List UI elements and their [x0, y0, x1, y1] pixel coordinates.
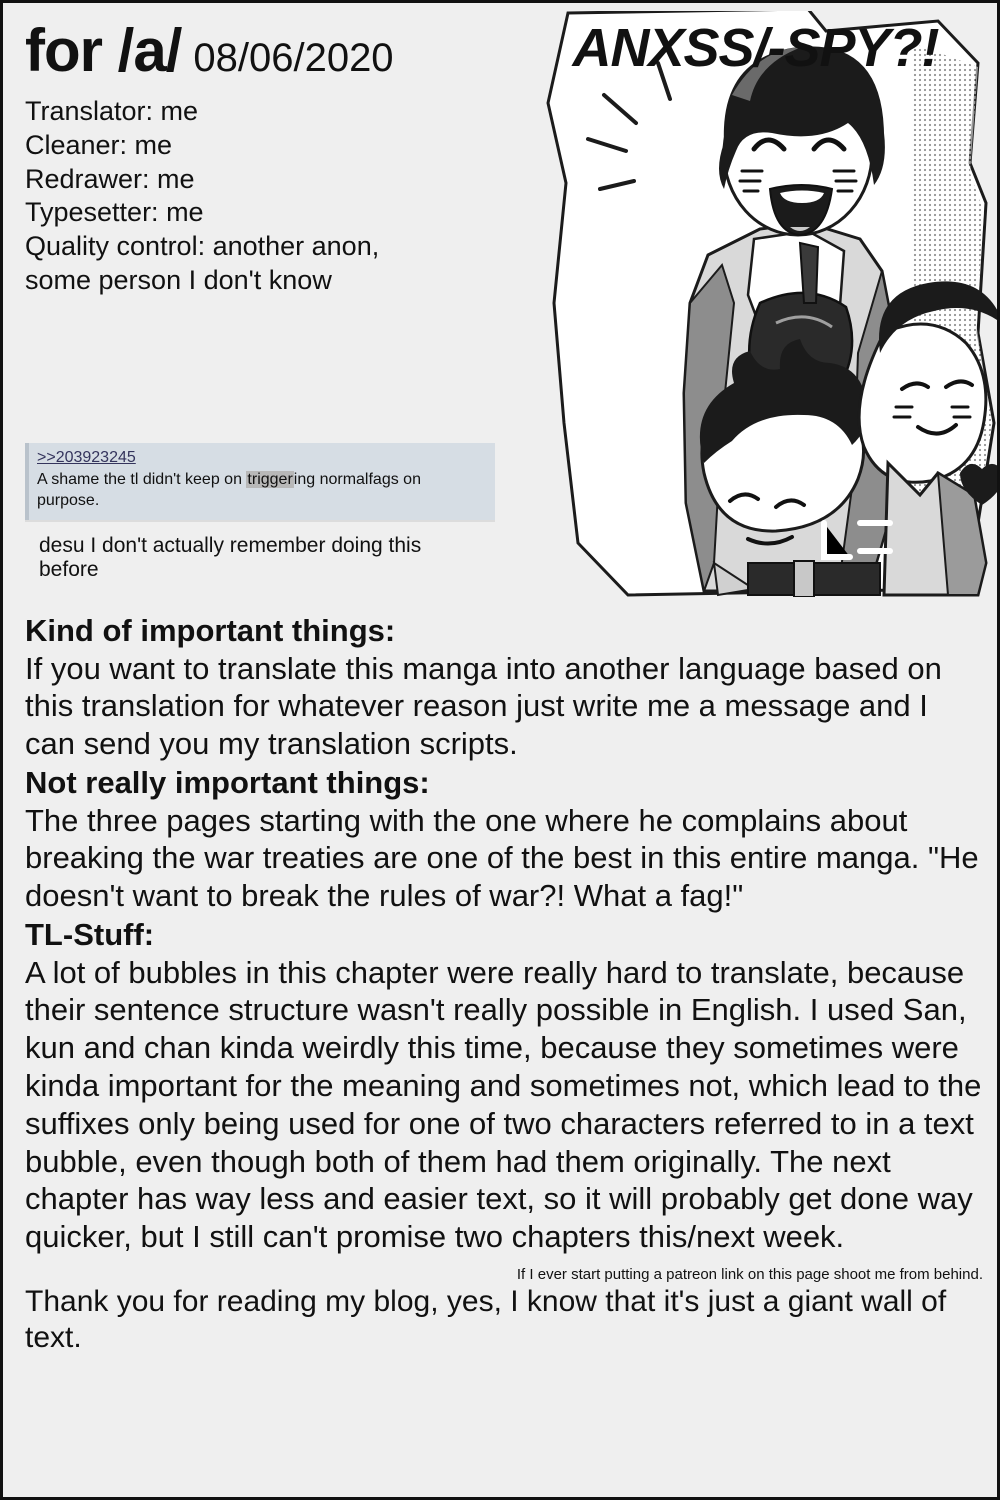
body-content — [25, 611, 983, 1356]
section-body-important: If you want to translate this manga into another language based on this translation for whatever reason just write me a message and I can send you my translation scripts. — [25, 650, 942, 762]
credits-list — [25, 95, 495, 298]
release-date: 08/06/2020 — [193, 36, 394, 80]
quoted-post — [25, 443, 495, 520]
credit-cleaner: Cleaner: me — [25, 129, 173, 160]
credit-redrawer: Redrawer: me — [25, 163, 195, 194]
credit-quality-control-cont: some person I don't know — [25, 264, 332, 295]
artwork-panel — [508, 3, 1000, 603]
closing-line: Thank you for reading my blog, yes, I know that it's just a giant wall of text. — [25, 1285, 947, 1355]
patreon-note: If I ever start putting a patreon link on this page shoot me from behind. — [516, 1266, 983, 1284]
quote-highlight: trigger — [247, 471, 293, 488]
post-link[interactable]: >>203923245 — [37, 449, 136, 466]
artwork-title: ANXSS/-SPY?! — [572, 18, 939, 78]
quote-reply — [39, 534, 495, 582]
credit-typesetter: Typesetter: me — [25, 197, 204, 228]
section-body-tl-stuff: A lot of bubbles in this chapter were really hard to translate, because their sentence structure wasn't really possible in English. I used San, kun and chan kinda weirdly this time, because they sometimes were kinda important for the meaning and sometimes not, which lead to the suffixes only being used for one of two characters referred to in a text bubble, even though both of them had them originally. The next chapter has way less and easier text, so it will probably get done way quicker, but I still can't promise two chapters this/next week. — [25, 954, 982, 1255]
page-title: for /a/ — [25, 17, 182, 84]
credit-translator: Translator: me — [25, 96, 199, 126]
section-heading-tl-stuff: TL-Stuff: — [25, 917, 155, 953]
quote-text-before: A shame the tl didn't keep on — [37, 471, 247, 488]
section-body-not-important: The three pages starting with the one where he complains about breaking the war treaties are one of the best in this entire manga. "He doesn't want to break the rules of war?! What a fag!" — [25, 802, 979, 914]
credit-quality-control: Quality control: another anon, — [25, 231, 380, 261]
manga-illustration — [508, 3, 1000, 603]
quote-reply-line-2: before — [39, 557, 99, 581]
title-row — [25, 17, 495, 84]
quote-text-after: ing normalfags on purpose. — [37, 471, 421, 509]
quoted-post-text — [37, 470, 487, 512]
section-heading-not-important: Not really important things: — [25, 765, 430, 801]
header — [25, 17, 495, 298]
section-heading-important: Kind of important things: — [25, 613, 396, 648]
quoted-post-wrapper — [25, 443, 495, 582]
quote-reply-line-1: desu I don't actually remember doing this — [39, 533, 422, 557]
